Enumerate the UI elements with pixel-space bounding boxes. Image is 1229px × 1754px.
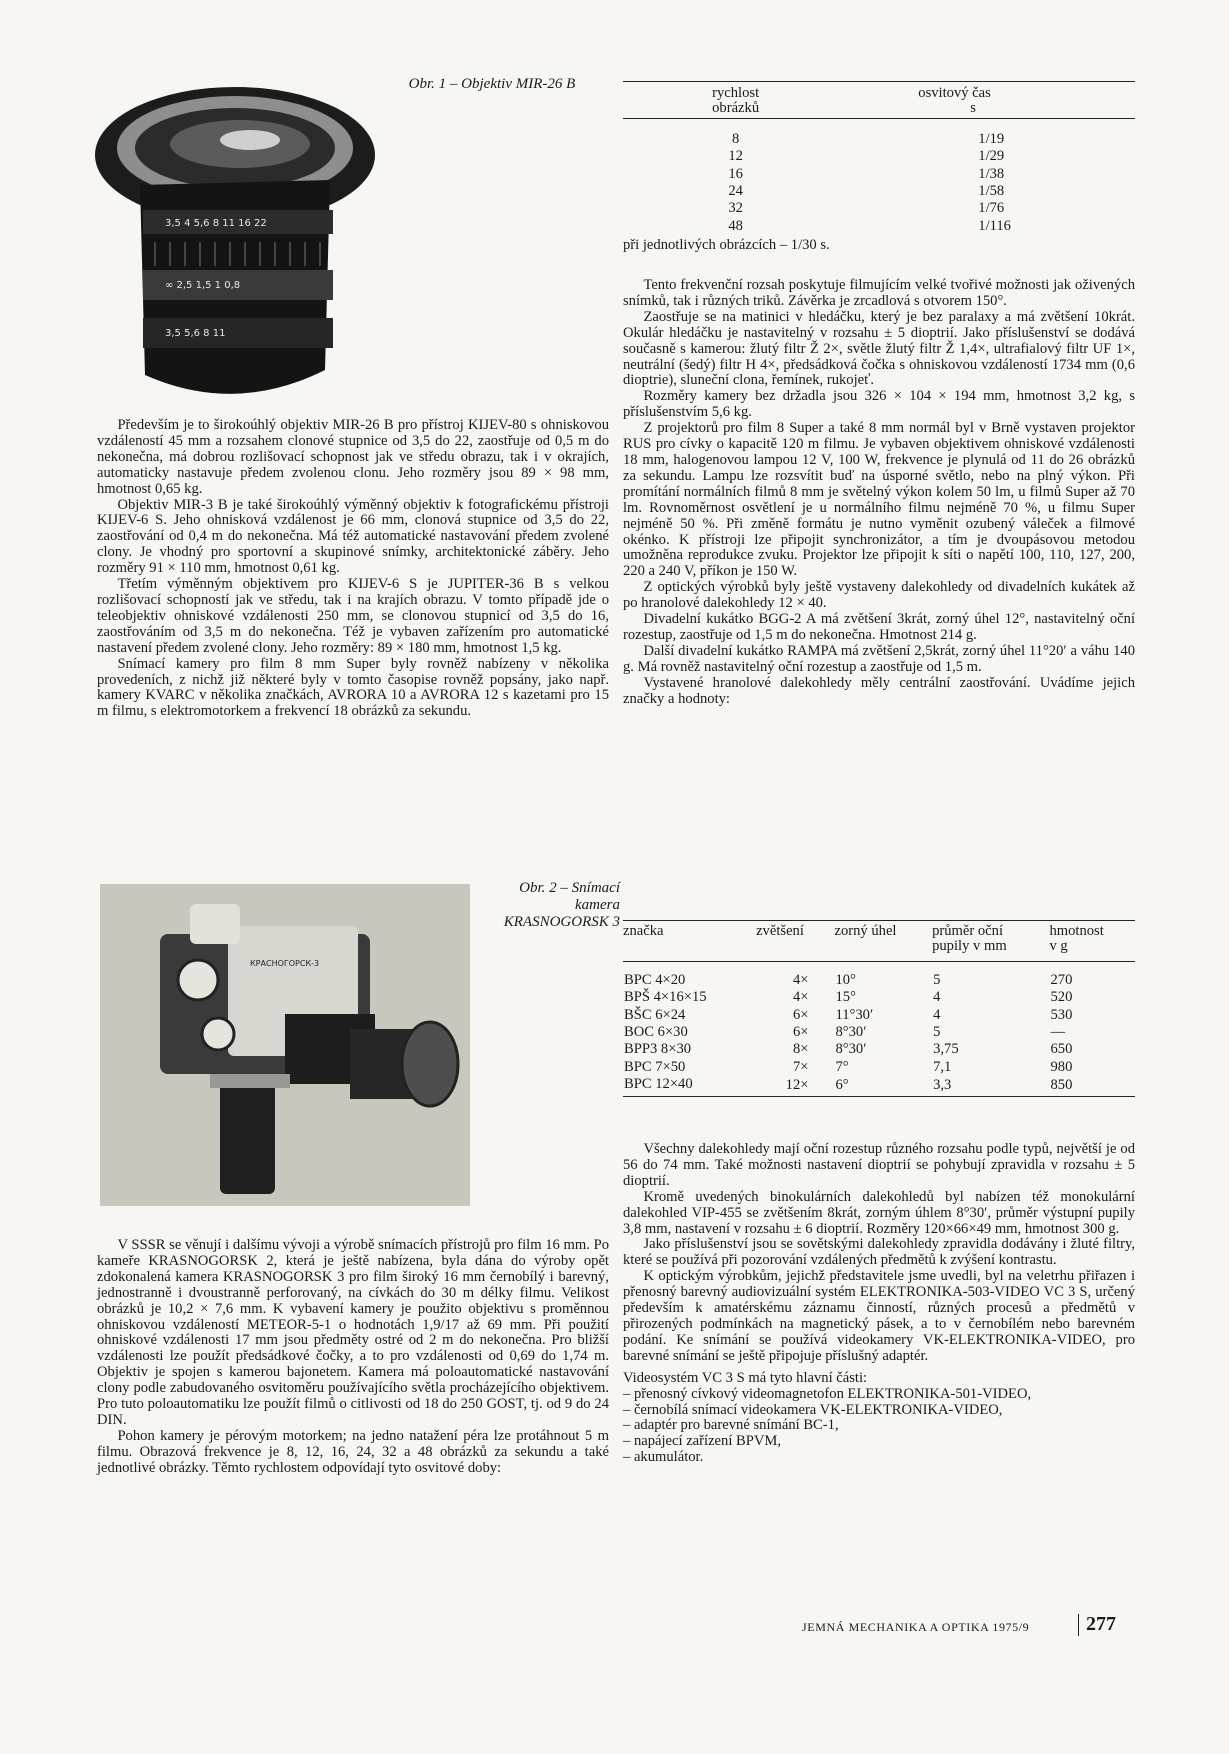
depth-scale: 3,5 5,6 8 11 [165,328,226,339]
figure-2-camera-photo [100,884,470,1206]
paragraph: Kromě uvedených binokulárních dalekohledů byl nabízen též monokulární dalekohled VIP-455 se zvětšením 8krát, zorným úhlem 8°30′, průměr výstupní pupily 3,8 mm, nastavení v rozsahu ± 6 dioptrií. Rozměry 120×66×49 mm, hmotnost 300 g. [623,1188,1135,1237]
caption-line: Obr. 2 – Snímací [519,880,620,896]
page-number: 277 [1086,1613,1116,1635]
table-header-row [623,921,1135,962]
list-item: – černobílá snímací videokamera VK-ELEKTRONIKA-VIDEO, [623,1401,1003,1418]
paragraph: Vystavené hranolové dalekohledy měly centrální zaostřování. Uvádíme jejich značky a hodnoty: [623,674,1135,707]
binoculars-table [623,920,1135,1097]
paragraph: Objektiv MIR-3 B je také širokoúhlý výměnný objektiv k fotografickému přístroji KIJEV-6 S. Jeho ohnisková vzdálenost je 66 mm, clonová stupnice od 3,5 do 22, zaostřování od 0,4 m do nekonečna. Má též automatické nastavování předem zvolené clony. Je vhodný pro sportovní a skupinové snímky, architektonické záběry. Jeho rozměry 91 × 110 mm, hmotnost 0,61 kg. [97,496,609,577]
distance-scale: ∞ 2,5 1,5 1 0,8 [165,280,241,291]
table-row: BPC 4×20 4× 10° 5 270 [624,971,1073,988]
table-header-row [623,82,1135,118]
table-row: 12 1/29 [728,148,1005,165]
table-header: rychlost obrázků [712,85,760,117]
exposure-table [623,82,1135,235]
table-header: značka [623,923,664,939]
right-column-lower [623,1142,1135,1466]
paragraph: V SSSR se věnují i dalšímu vývoji a výrobě snímacích přístrojů pro film 16 mm. Po kameře KRASNOGORSK 2, která je ještě nabízena, byla dána do výroby opět zdokonalená kamera KRASNOGORSK 3 pro film široký 16 mm černobílý i barevný, jednostranně i dvoustranně perforovaný, na cívkách do 30 m délky filmu. Velikost obrázků je 10,2 × 7,6 mm. K vybavení kamery je použito objektivu s proměnnou ohniskovou vzdáleností METEOR-5-1 o hodnotách 1,9/17 až 69 mm. Při použití ohniskové vzdálenosti 17 mm jsou předměty ostré od 2 m do nekonečna. Pro bližší vzdálenosti lze použít předsádkové čočky, a to pro vzdálenosti od 0,69 do 1,74 m. Objektiv je spojen s kamerou bajonetem. Kamera má poloautomatické nastavování clony podle zabudovaného osvitoměru používajícího světla procházejícího objektivem. Pro tuto poloautomatiku lze použít filmů o citlivosti od 18 do 250 GOST, tj. od 9 do 24 DIN. [97,1237,609,1428]
table-row: BPC 12×40 12× 6° 3,3 850 [624,1076,1073,1094]
right-column-upper [623,278,1135,707]
figure-2-caption [430,880,620,931]
table-header: osvitový čas s [918,85,991,117]
paragraph: Zaostřuje se na matinici v hledáčku, který je bez paralaxy a má zvětšení 10krát. Okulár hledáčku je nastavitelný v rozsahu ± 5 dioptrií. Jako příslušenství se dodává současně s kamerou: žlutý filtr Ž 2×, světle žlutý filtr Ž 1,4×, ultrafialový filtr UF 1×, neutrální (šedý) filtr H 4×, předsádková čočka s ohniskovou vzdáleností 1734 mm (0,6 dioptrie), sluneční clona, řemínek, rukojeť. [623,308,1135,389]
journal-footer: JEMNÁ MECHANIKA A OPTIKA 1975/9 [802,1620,1030,1634]
paragraph: Tento frekvenční rozsah poskytuje filmujícím velké tvořivé možnosti jak oživených snímků, tak i různých triků. Závěrka je zrcadlová s otvorem 150°. [623,277,1135,309]
table-header: zorný úhel [834,923,897,939]
camera-brand-label: КРАСНОГОРСК-3 [250,959,320,968]
table-row: BPŠ 4×16×15 4× 15° 4 520 [624,989,1073,1006]
camera-illustration [100,884,470,1206]
table-note: při jednotlivých obrázcích – 1/30 s. [623,237,830,254]
paragraph: Rozměry kamery bez držadla jsou 326 × 104 × 194 mm, hmotnost 3,2 kg, s příslušenstvím 5,6 kg. [623,388,1135,421]
paragraph: Jako příslušenství jsou se sovětskými dalekohledy zpravidla dodávány i žluté filtry, které se používá při pozorování vzdálených předmětů k zvýšení kontrastu. [623,1236,1135,1269]
list-item: – přenosný cívkový videomagnetofon ELEKTRONIKA-501-VIDEO, [623,1385,1032,1402]
paragraph: Snímací kamery pro film 8 mm Super byly rovněž nabízeny v několika provedeních, z nichž již některé byly v tomto časopise rovněž popsány, jako např. kamery KVARC v několika značkách, AVRORA 10 a AVRORA 12 s kazetami pro 15 m filmu, s elektromotorkem a frekvencí 18 obrázků za sekundu. [97,655,609,720]
paragraph: Další divadelní kukátko RAMPA má zvětšení 2,5krát, zorný úhel 11°20′ a váhu 140 g. Má rovněž nastavitelný oční rozestup a zaostřuje od 1,5 m. [623,642,1135,675]
table-row: 24 1/58 [728,183,1005,200]
paragraph: Třetím výměnným objektivem pro KIJEV-6 S je JUPITER-36 B s velkou rozlišovací schopností jak ve středu, tak i na krajích obrazu. V tomto případě jde o teleobjektiv ohniskové vzdálenosti 250 mm, se clonovou stupnicí od 3,5 do 16, zaostřováním od 3,5 m do nekonečna. Též je vybaven zařízením pro automatické nastavení předem zvolené clony. Jeho rozměry: 89 × 180 mm, hmotnost 1,5 kg. [97,576,609,656]
list-item: – adaptér pro barevné snímání BC-1, [623,1417,839,1434]
table-row: BŠC 6×24 6× 11°30′ 4 530 [624,1006,1073,1023]
table-row: 48 1/116 [728,217,1011,234]
aperture-scale: 3,5 4 5,6 8 11 16 22 [165,218,267,229]
table-header: hmotnost v g [1049,923,1104,955]
paragraph: Z optických výrobků byly ještě vystaveny dalekohledy od divadelních kukátek až po hranolové dalekohledy 12 × 40. [623,579,1135,612]
table-row: BOC 6×30 6× 8°30′ 5 — [624,1024,1066,1041]
paragraph: Především je to širokoúhlý objektiv MIR-26 B pro přístroj KIJEV-80 s ohniskovou vzdáleností 45 mm a rozsahem clonové stupnice od 3,5 do 22, zaostřuje od 0,5 m do nekonečna, má dobrou rozlišovací schopnost jak ve středu obrazu, tak i v okrajích, automaticky nastavuje předem zvolenou clonu. Jeho rozměry jsou 89 × 98 mm, hmotnost 0,65 kg. [97,417,609,497]
paragraph: Divadelní kukátko BGG-2 A má zvětšení 3krát, zorný úhel 12°, nastavitelný oční rozestup, zaostřuje od 1,5 m do nekonečna. Hmotnost 214 g. [623,611,1135,643]
table-row: 8 1/19 [731,130,1005,147]
paragraph: Pohon kamery je pérovým motorkem; na jedno natažení péra lze protáhnout 5 m filmu. Obrazová frekvence je 8, 12, 16, 24, 32 a 48 obrázků za sekundu a také jednotlivé obrázky. Těmto rychlostem odpovídají tyto osvitové doby: [97,1427,609,1476]
left-column-lower [97,1238,609,1477]
caption-line: KRASNOGORSK 3 [503,914,620,930]
footer-divider [1078,1614,1079,1636]
figure-1-lens-photo [85,70,375,405]
table-row: BPC 7×50 7× 7° 7,1 980 [624,1058,1073,1075]
paragraph: Všechny dalekohledy mají oční rozestup různého rozsahu podle typů, největší je od 56 do 74 mm. Také možnosti nastavení dioptrií se pohybují zpravidla v rozsahu ± 5 dioptrií. [623,1141,1135,1189]
paragraph: K optickým výrobkům, jejichž představitele jsme uvedli, byl na veletrhu přiřazen i přenosný barevný audiovizuální systém ELEKTRONIKA-503-VIDEO VC 3 S, určený především k amatérskému záznamu činností, různých procesů a předmětů v přirozených podmínkách na magnetický pásek, a to v černobílém nebo barevném podání. Ke snímání se používá videokamery VK-ELEKTRONIKA-VIDEO, pro barevné snímání se ještě připojuje příslušný adaptér. [623,1268,1135,1364]
paragraph: Z projektorů pro film 8 Super a také 8 mm normál byl v Brně vystaven projektor RUS pro cívky o kapacitě 120 m filmu. Je vybaven objektivem ohniskové vzdálenosti 18 mm, halogenovou lampou 12 V, 100 W, frekvence je plynulá od 11 do 26 obrázků za sekundu. Lampu lze rozsvítit buď na úsporné světlo, nebo na plný výkon. Při promítání normálních filmů 8 mm je světelný výkon kolem 50 lm, u filmů Super až 70 lm. Rovnoměrnost osvětlení je u normálního filmu nejméně 70 %, u filmu Super nejméně 50 %. Při změně formátu je nutno vyměnit ozubený váleček a filmové okénko. K přístroji lze připojit synchronizátor, a tím je dvoupásovou metodou umožněna reprodukce zvuku. Projektor lze připojit k síti o napětí 100, 110, 127, 200, 220 a 240 V, příkon je 150 W. [623,420,1135,580]
caption-line: kamera [575,897,620,913]
left-column-upper [97,418,609,720]
list-item: – akumulátor. [623,1449,704,1466]
speed-table-block [623,81,1135,254]
binoculars-table-block [623,920,1135,1097]
figure-1-caption: Obr. 1 – Objektiv MIR-26 B [408,76,576,92]
table-header: průměr oční pupily v mm [932,923,1007,955]
lens-illustration [85,70,375,405]
table-header: zvětšení [756,923,804,939]
table-row: 32 1/76 [728,200,1005,217]
paragraph: Videosystém VC 3 S má tyto hlavní části: [623,1369,868,1386]
table-row: BPP3 8×30 8× 8°30′ 3,75 650 [624,1041,1073,1058]
component-list [623,1387,1135,1467]
list-item: – napájecí zařízení BPVM, [623,1433,782,1450]
table-row: 16 1/38 [728,165,1005,182]
